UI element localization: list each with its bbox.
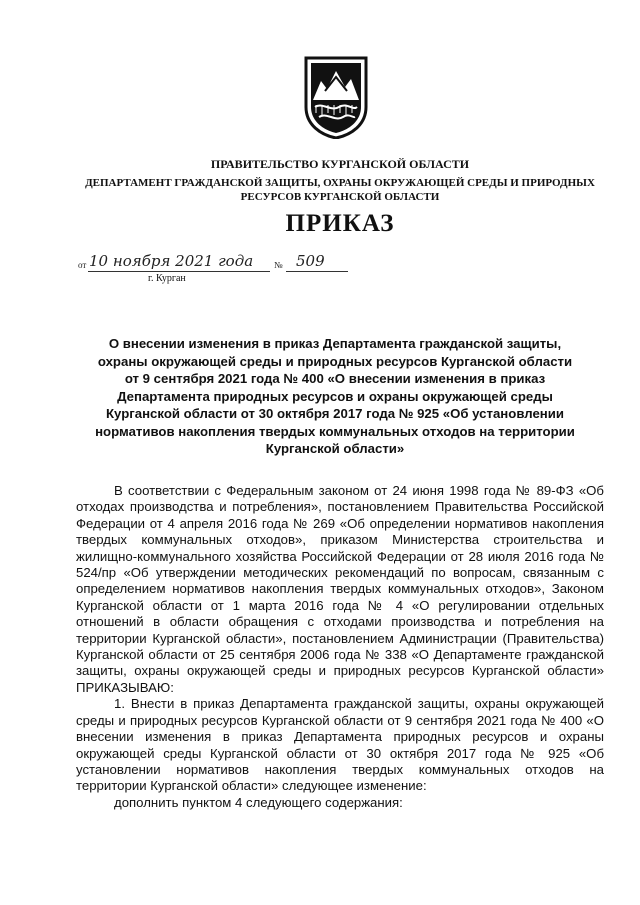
city-label: г. Курган — [148, 273, 186, 284]
date-from-label: от — [78, 260, 87, 270]
item-1-paragraph: 1. Внести в приказ Департамента гражданской защиты, охраны окружающей среды и природных ресурсов Курганской области от 9 сентября 2021 года № 400 «О внесении изменения в приказ Департамента природных ресурсов и охраны окружающей среды Курганской области от 30 октября 2017 года № 925 «Об установлении нормативов накопления твердых коммунальных отходов на территории Курганской области» следующее изменение: — [76, 696, 604, 794]
department-name: ДЕПАРТАМЕНТ ГРАЖДАНСКОЙ ЗАЩИТЫ, ОХРАНЫ ОКРУЖАЮЩЕЙ СРЕДЫ И ПРИРОДНЫХ РЕСУРСОВ КУРГАНСКОЙ ОБЛАСТИ — [85, 177, 595, 203]
handwritten-number: 509 — [296, 252, 325, 270]
addition-paragraph: дополнить пунктом 4 следующего содержания: — [114, 794, 403, 810]
number-underline — [286, 271, 348, 272]
number-label: № — [274, 260, 283, 270]
government-name: ПРАВИТЕЛЬСТВО КУРГАНСКОЙ ОБЛАСТИ — [210, 157, 470, 171]
order-body — [76, 483, 604, 811]
order-heading: О внесении изменения в приказ Департамента гражданской защиты, охраны окружающей среды и природных ресурсов Курганской области от 9 сентября 2021 года № 400 «О внесении изменения в приказ Департамента природных ресурсов и охраны окружающей среды Курганской области от 30 октября 2017 года № 925 «Об установлении нормативов накопления твердых коммунальных отходов на территории Курганской области» — [95, 336, 575, 456]
handwritten-date: 10 ноября 2021 года — [89, 252, 254, 270]
date-underline — [88, 271, 270, 272]
preamble-paragraph: В соответствии с Федеральным законом от 24 июня 1998 года № 89-ФЗ «Об отходах производства и потребления», постановлением Правительства Российской Федерации от 4 апреля 2016 года № 269 «Об определении нормативов накопления твердых коммунальных отходов», приказом Министерства строительства и жилищно-коммунального хозяйства Российской Федерации от 28 июля 2016 года № 524/пр «Об утверждении методических рекомендаций по вопросам, связанным с определением нормативов накопления твердых коммунальных отходов», Законом Курганской области от 1 марта 2016 года № 4 «О регулировании отдельных отношений в области обращения с отходами производства и потребления на территории Курганской области», постановлением Администрации (Правительства) Курганской области от 25 сентября 2006 года № 338 «О Департаменте гражданской защиты, охраны окружающей среды и природных ресурсов Курганской области» ПРИКАЗЫВАЮ: — [76, 483, 604, 695]
kurgan-region-emblem-icon — [303, 55, 369, 139]
document-type-title: ПРИКАЗ — [285, 210, 395, 237]
registration-line — [78, 252, 378, 274]
